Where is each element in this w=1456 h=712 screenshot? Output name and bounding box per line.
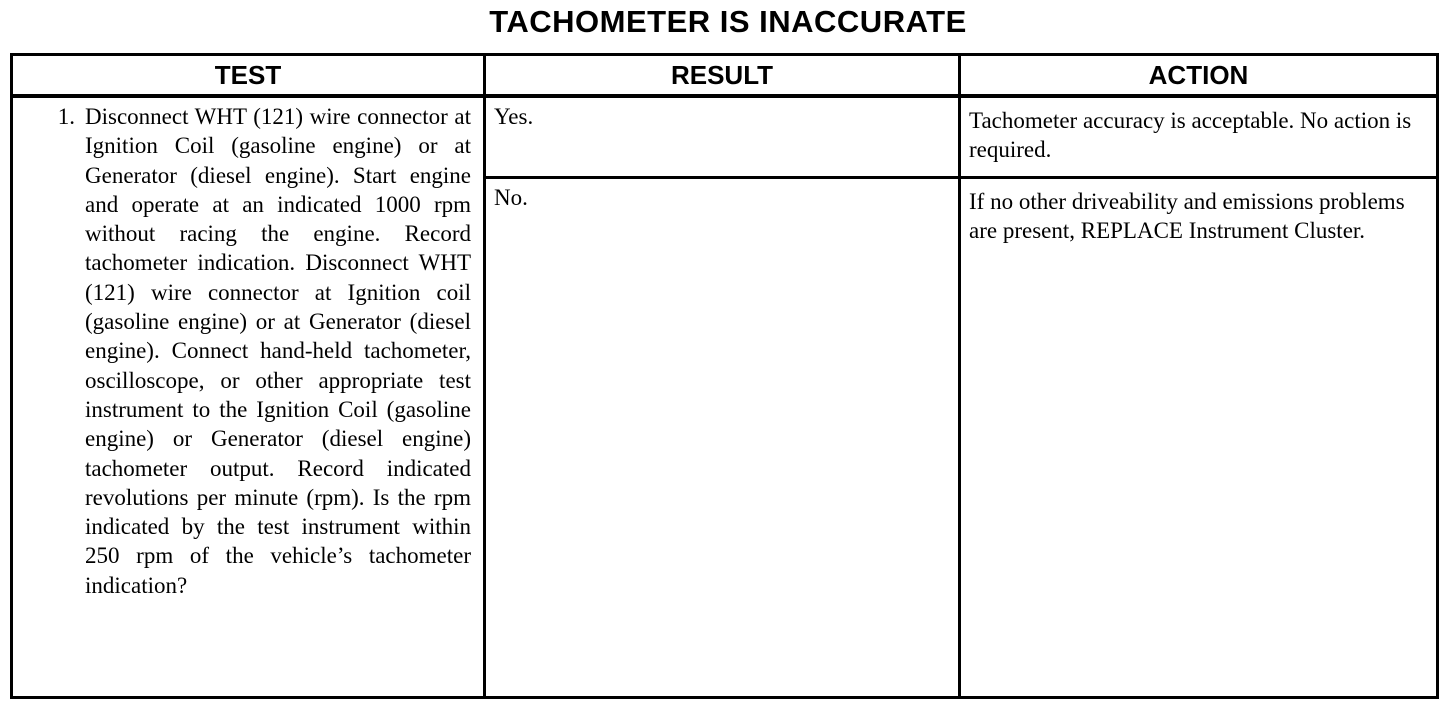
test-step-cell <box>12 96 485 698</box>
result-yes: Yes. <box>485 96 960 178</box>
header-row <box>12 55 1438 97</box>
step-instructions: Disconnect WHT (121) wire connector at Ignition Coil (gasoline engine) or at Generator (diesel engine). Start engine and operate at an indicated 1000 rpm without racing the engine. Record tachometer indication. Disconnect WHT (121) wire connector at Ignition coil (gasoline engine) or at Generator (diesel engine). Connect hand-held tachometer, oscilloscope, or other appropriate test instrument to the Ignition Coil (gasoline engine) or Generator (diesel engine) tachometer output. Record indicated revolutions per minute (rpm). Is the rpm indicated by the test instrument within 250 rpm of the vehicle’s tachometer indication? <box>85 104 471 598</box>
result-no: No. <box>485 178 960 698</box>
page-title: TACHOMETER IS INACCURATE <box>489 4 967 39</box>
test-column-header: TEST <box>12 55 485 97</box>
result-column-header: RESULT <box>485 55 960 97</box>
action-no: If no other driveability and emissions problems are present, REPLACE Instrument Cluster. <box>960 178 1438 698</box>
test-step <box>13 102 471 600</box>
action-yes: Tachometer accuracy is acceptable. No action is required. <box>960 96 1438 178</box>
action-column-header: ACTION <box>960 55 1438 97</box>
table-row <box>12 96 1438 178</box>
diagnostic-table <box>10 53 1439 699</box>
step-number: 1. <box>57 104 75 129</box>
